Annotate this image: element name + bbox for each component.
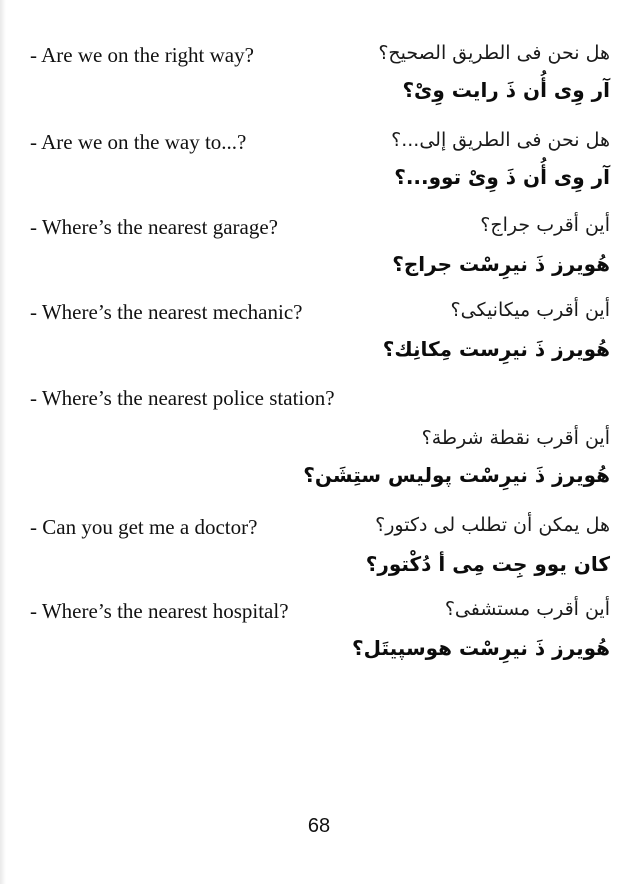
arabic-phrase: أين أقرب مستشفى؟ (444, 598, 610, 620)
arabic-transliteration: هُويرز ذَ نيرِسْت پوليس ستِشَن؟ (303, 463, 610, 487)
english-phrase: - Can you get me a doctor? (30, 515, 258, 539)
arabic-phrase: هل نحن فى الطريق الصحيح؟ (378, 42, 610, 64)
arabic-transliteration: آر وِى أُن ذَ رايت وِىْ؟ (402, 78, 610, 102)
arabic-transliteration: هُويرز ذَ نيرِست مِكانِك؟ (382, 337, 610, 361)
english-phrase: - Are we on the way to...? (30, 130, 247, 154)
english-phrase: - Where’s the nearest garage? (30, 215, 278, 239)
arabic-phrase: هل يمكن أن تطلب لى دكتور؟ (375, 514, 610, 536)
arabic-transliteration: هُويرز ذَ نيرِسْت جراج؟ (392, 252, 610, 276)
page-number: 68 (307, 815, 331, 837)
arabic-transliteration: آر وِى أُن ذَ وِىْ توو...؟ (394, 165, 610, 189)
english-phrase: - Where’s the nearest mechanic? (30, 300, 303, 324)
english-phrase: - Where’s the nearest hospital? (30, 599, 289, 623)
arabic-transliteration: هُويرز ذَ نيرِسْت هوسپيتَل؟ (352, 636, 610, 660)
english-phrase: - Where’s the nearest police station? (30, 386, 335, 410)
arabic-phrase: هل نحن فى الطريق إلى...؟ (391, 129, 610, 151)
arabic-transliteration: كان يوو جِت مِى أ دُكْتور؟ (365, 552, 610, 576)
english-phrase: - Are we on the right way? (30, 43, 254, 67)
arabic-phrase: أين أقرب ميكانيكى؟ (450, 299, 610, 321)
arabic-phrase: أين أقرب نقطة شرطة؟ (421, 427, 610, 449)
arabic-phrase: أين أقرب جراج؟ (480, 214, 610, 236)
